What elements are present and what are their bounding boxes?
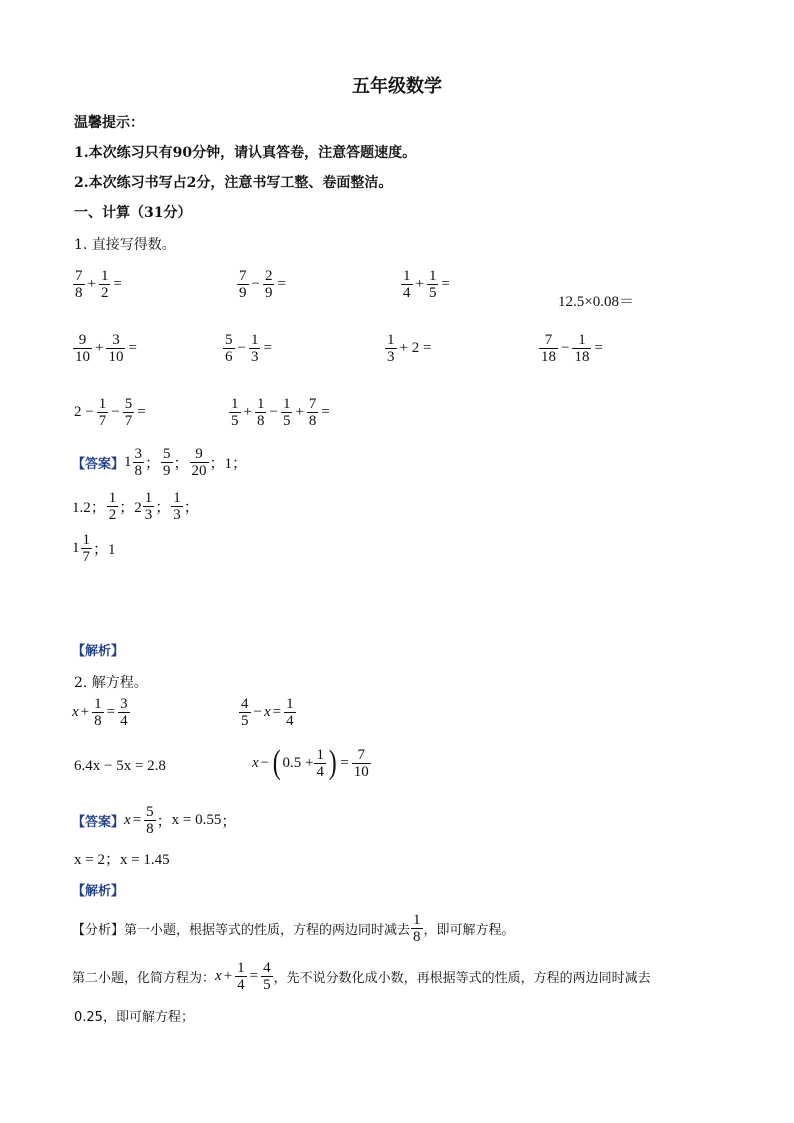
- question-1: 1. 直接写得数。: [74, 237, 176, 253]
- equation-2: $\frac{4}{5}$ − x = $\frac{1}{4}$: [241, 696, 294, 729]
- tips-heading: 温馨提示：: [74, 115, 144, 131]
- analysis-label-1: 【解析】: [72, 644, 125, 659]
- calc-a1: $\frac{7}{8}$ + $\frac{1}{2}$ =: [75, 268, 122, 301]
- answer-2-line-2: x = 2；x = 1.45: [74, 852, 170, 868]
- analysis-paragraph-3: 0.25，即可解方程；: [74, 1010, 194, 1025]
- answer-label-2: 【答案】: [72, 815, 125, 830]
- calc-b1: $\frac{9}{10}$ + $\frac{3}{10}$ =: [75, 332, 137, 365]
- answer-label: 【答案】: [72, 457, 125, 472]
- open-paren-icon: (: [272, 744, 281, 781]
- equation-1: x + $\frac{1}{8}$ = $\frac{3}{4}$: [72, 696, 128, 729]
- calc-b2: $\frac{5}{6}$ − $\frac{1}{3}$ =: [225, 332, 272, 365]
- analysis-label-2: 【解析】: [72, 884, 125, 899]
- calc-b4: $\frac{7}{18}$ − $\frac{1}{18}$ =: [541, 332, 603, 365]
- calc-c2: $\frac{1}{5}$ + $\frac{1}{8}$ − $\frac{1}{5}$ + $\frac{7}{8}$ =: [231, 396, 330, 429]
- calc-c1: 2 − $\frac{1}{7}$ − $\frac{5}{7}$ =: [74, 396, 146, 429]
- answer-2-line-1: 【答案】 x = $\frac{5}{8}$ ； x = 0.55 ；: [72, 804, 237, 837]
- answer-1-line-2: 1.2； $\frac{1}{2}$ ；2 $\frac{1}{3}$ ； $\frac{1}{3}$ ；: [72, 490, 199, 523]
- equation-3: 6.4x − 5x = 2.8: [74, 758, 166, 774]
- answer-1-line-1: 【答案】 1 $\frac{3}{8}$ ； $\frac{5}{9}$ ； $\frac{9}{20}$ ；1；: [72, 446, 248, 479]
- calc-a2: $\frac{7}{9}$ − $\frac{2}{9}$ =: [239, 268, 286, 301]
- question-2: 2. 解方程。: [74, 675, 148, 691]
- analysis-paragraph-1: 【分析】第一小题，根据等式的性质，方程的两边同时减去 $\frac{1}{8}$ ，即可解方程。: [72, 912, 515, 945]
- answer-1-line-3: 1 $\frac{1}{7}$ ；1: [72, 532, 116, 565]
- calc-a3: $\frac{1}{4}$ + $\frac{1}{5}$ =: [403, 268, 450, 301]
- section-1-heading: 一、计算（31分）: [74, 205, 192, 221]
- analysis-paragraph-2: 第二小题，化简方程为： x + $\frac{1}{4}$ = $\frac{4}{5}$ ，先不说分数化成小数，再根据等式的性质，方程的两边同时减去: [72, 960, 651, 993]
- tip-1: 1.本次练习只有90分钟，请认真答卷，注意答题速度。: [74, 145, 417, 161]
- calc-b3: $\frac{1}{3}$ + 2 =: [387, 332, 432, 365]
- close-paren-icon: ): [328, 744, 337, 781]
- equation-4: x − ( 0.5 + $\frac{1}{4}$ ) = $\frac{7}{10}$: [252, 744, 369, 781]
- tip-2: 2.本次练习书写占2分，注意书写工整、卷面整洁。: [74, 175, 393, 191]
- page-title: 五年级数学: [352, 76, 442, 97]
- calc-a4: 12.5×0.08＝: [558, 294, 634, 310]
